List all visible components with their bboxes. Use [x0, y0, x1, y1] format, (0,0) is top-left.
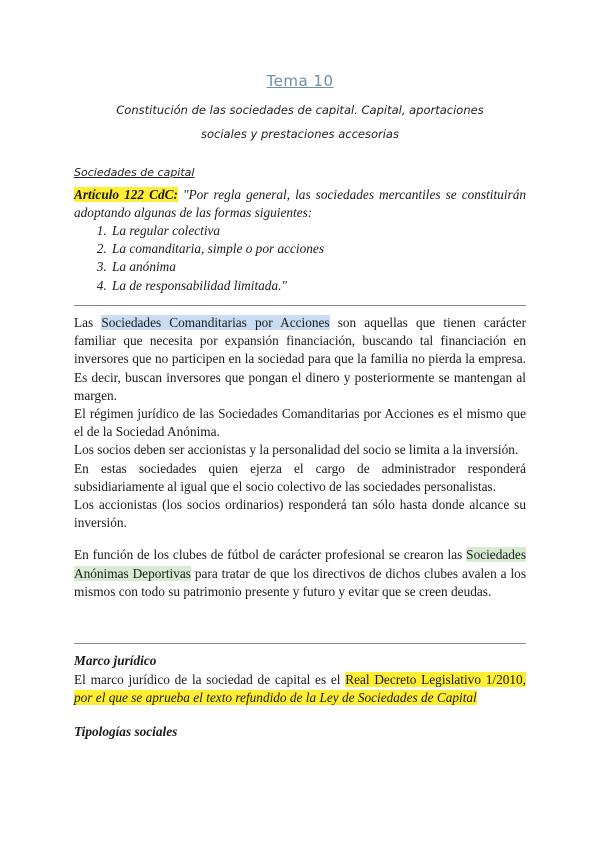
comanditarias-section	[74, 314, 526, 601]
highlight-real-decreto: Real Decreto Legislativo 1/2010,	[345, 672, 526, 687]
divider	[74, 305, 526, 306]
page-title: Tema 10	[266, 72, 334, 90]
paragraph: El régimen jurídico de las Sociedades Comanditarias por Acciones es el mismo que el de la Sociedad Anónima.	[74, 406, 526, 440]
article-122-quote	[74, 186, 526, 222]
paragraph	[74, 314, 526, 405]
list-item: 1. La regular colectiva	[110, 222, 550, 240]
list-item: 2. La comanditaria, simple o por acciones	[110, 240, 550, 258]
text-fragment: para tratar de que los directivos de dichos clubes avalen a los mismos con todo su patrimonio presente y futuro y evitar que se creen deudas.	[74, 565, 526, 599]
highlight-comanditarias: Sociedades Comanditarias por Acciones	[101, 315, 330, 330]
paragraph	[74, 546, 526, 601]
divider	[74, 643, 526, 644]
section-heading-marco: Marco jurídico	[74, 653, 157, 668]
list-item: 3. La anónima	[110, 258, 550, 276]
highlight-deportivas: Sociedades Anónimas Deportivas	[74, 547, 526, 581]
company-forms-list	[74, 222, 550, 295]
text-fragment: En función de los clubes de fútbol de carácter profesional se crearon las	[74, 547, 467, 563]
article-label: Artículo 122 CdC:	[74, 187, 178, 202]
text-fragment: son aquellas que tienen carácter familiar que necesita por expansión financiación, buscando tal financiación en inversores que no participen en la sociedad para que la familia no pierda la empresa. Es decir, buscan inversores que pongan el dinero y posteriormente se mantengan al margen.	[74, 315, 526, 403]
text-fragment: Las	[74, 315, 102, 330]
page-subtitle: Constitución de las sociedades de capital. Capital, aportaciones sociales y prestaciones accesorias	[116, 103, 484, 141]
paragraph: Los accionistas (los socios ordinarios) responderá tan sólo hasta donde alcance su inversión.	[74, 497, 526, 531]
marco-juridico-text	[74, 671, 526, 707]
paragraph: Los socios deben ser accionistas y la personalidad del socio se limita a la inversión.	[74, 442, 519, 458]
section-heading-sociedades: Sociedades de capital	[74, 166, 195, 179]
list-item: 4. La de responsabilidad limitada."	[110, 277, 550, 295]
highlight-ley-sociedades: por el que se aprueba el texto refundido de la Ley de Sociedades de Capital	[74, 690, 477, 706]
article-text: "Por regla general, las sociedades mercantiles se constituirán adoptando algunas de las formas siguientes:	[74, 187, 526, 221]
section-heading-tipologias: Tipologías sociales	[74, 724, 178, 739]
paragraph: En estas sociedades quien ejerza el cargo de administrador responderá subsidiariamente al igual que el socio colectivo de las sociedades personalistas.	[74, 460, 526, 494]
text-fragment: El marco jurídico de la sociedad de capital es el	[74, 672, 346, 687]
